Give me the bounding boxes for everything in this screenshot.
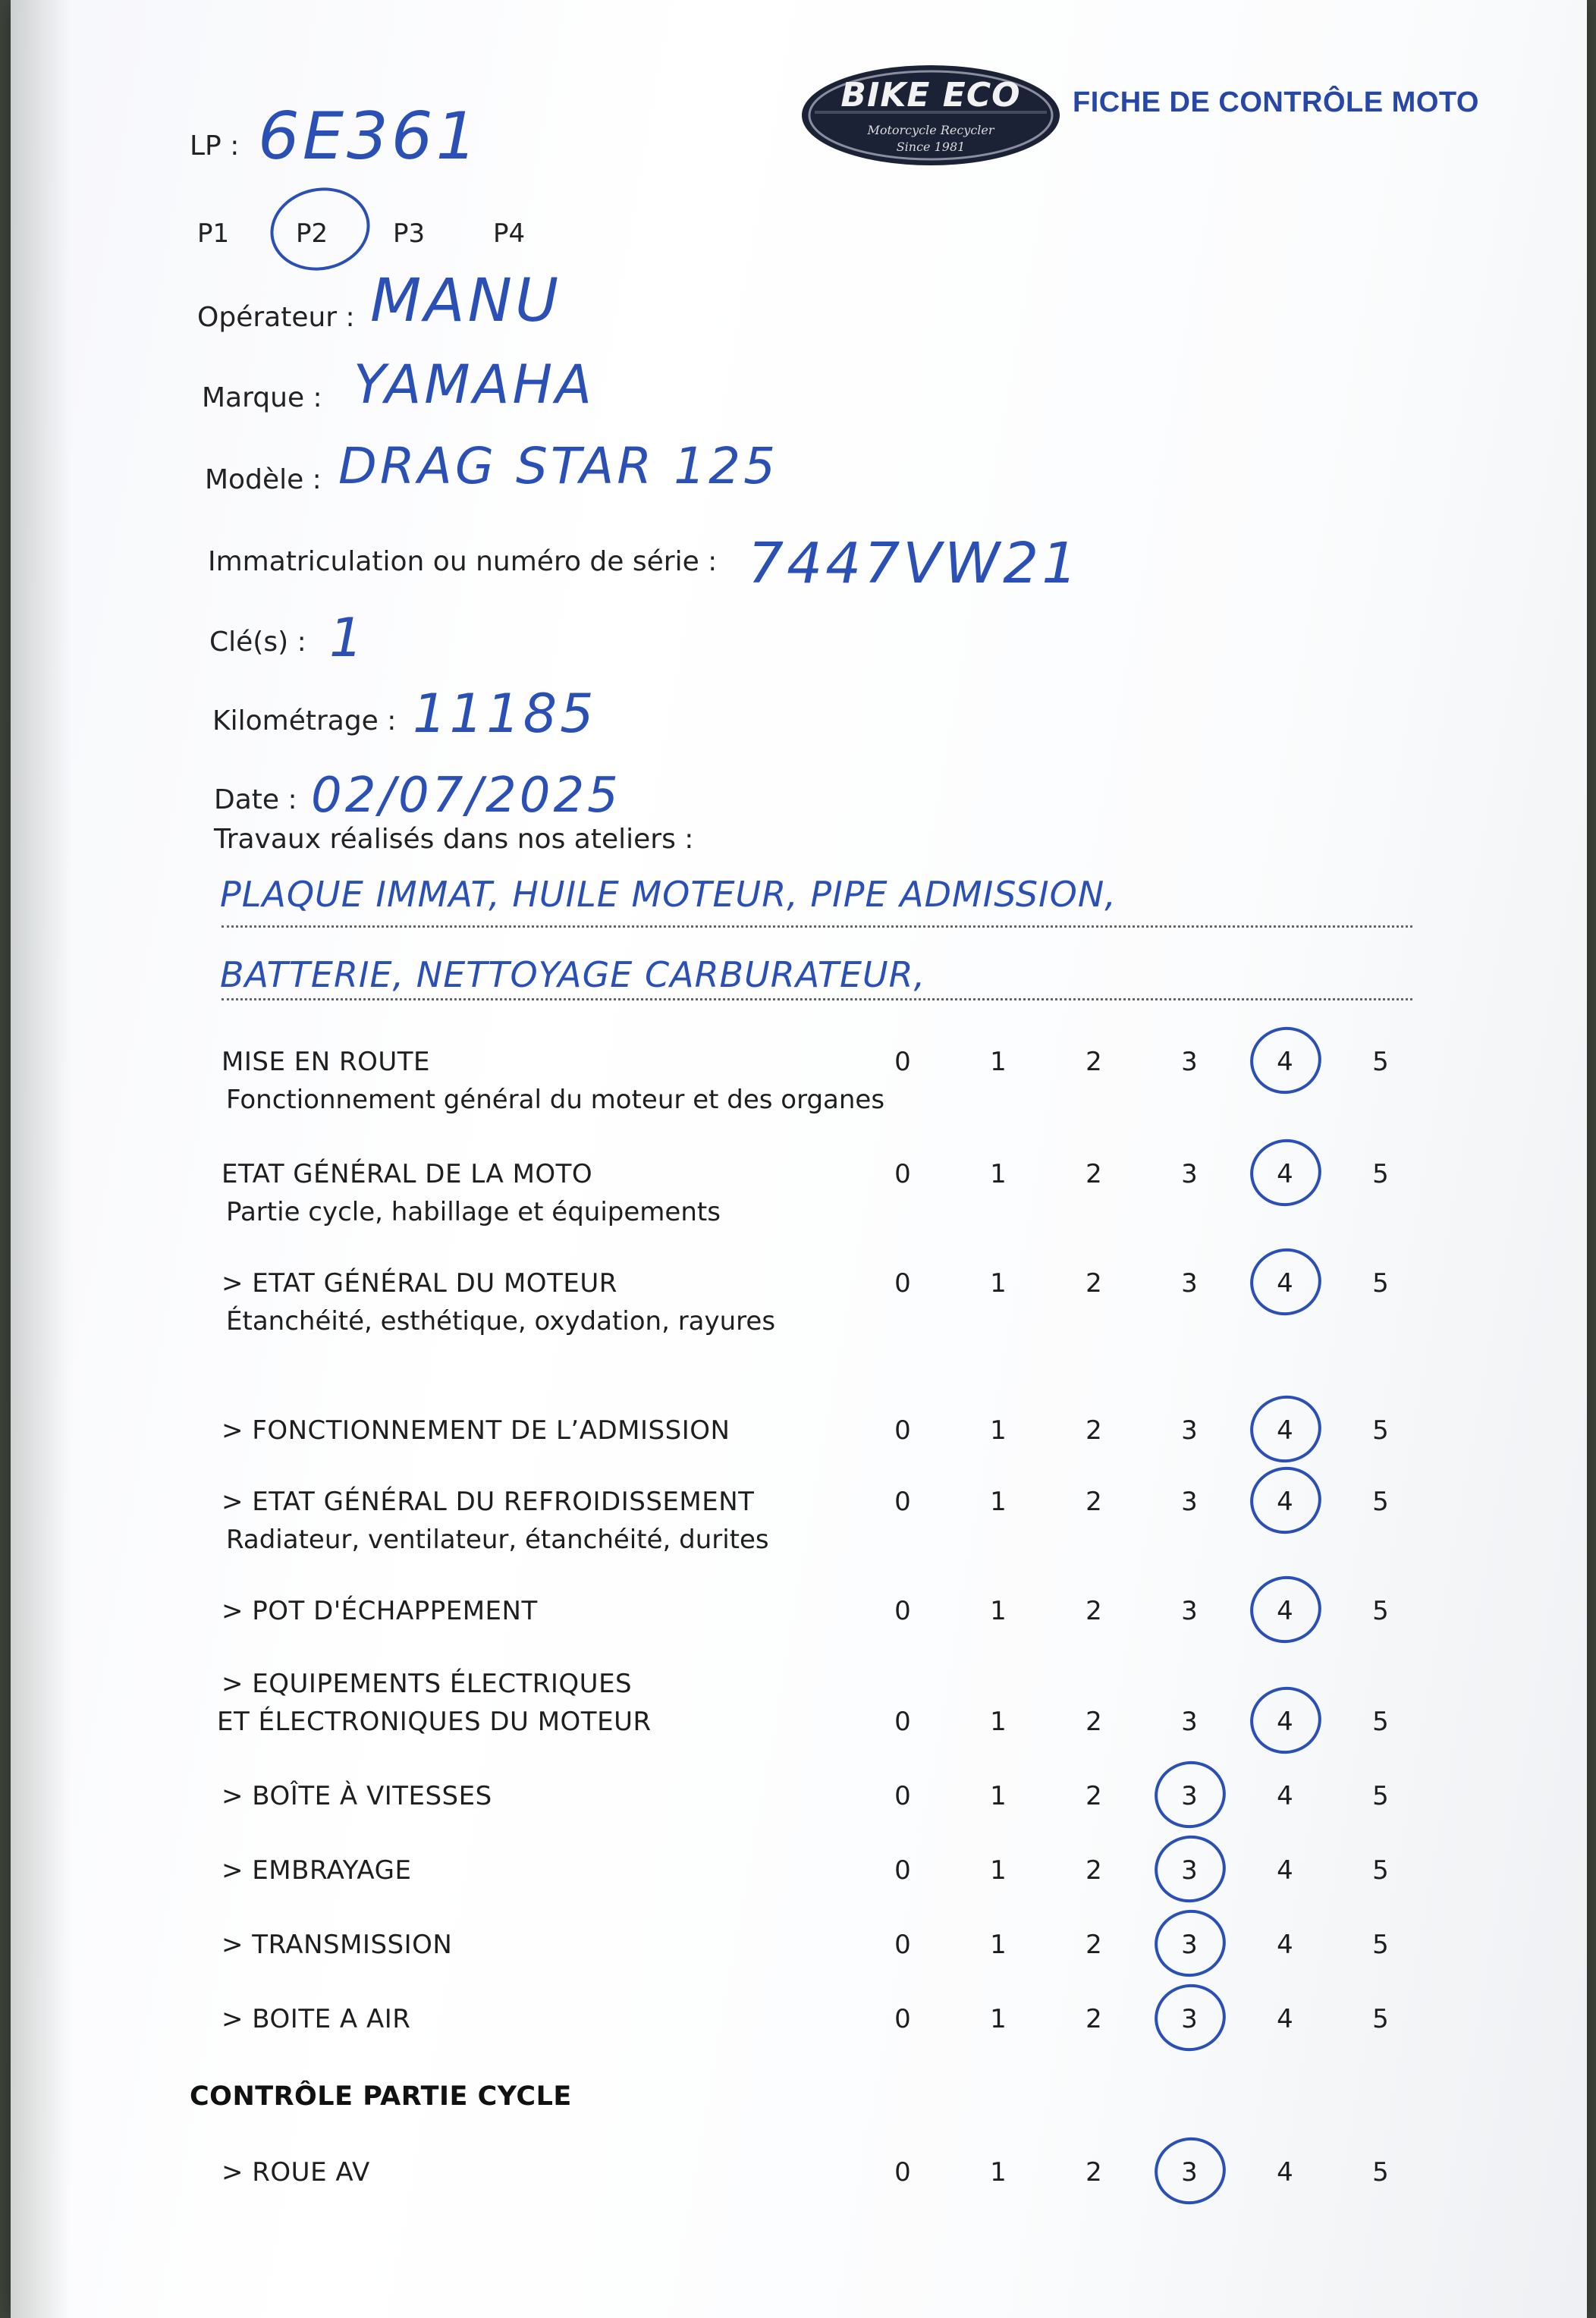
score-selected-circle <box>1244 1460 1327 1541</box>
logo-since: Since 1981 <box>896 140 966 154</box>
marque-value[interactable]: YAMAHA <box>353 353 595 416</box>
rating-row-title: > EMBRAYAGE <box>221 1855 412 1886</box>
travaux-dotted-line-1 <box>221 925 1412 928</box>
position-option-p2[interactable]: P2 <box>296 218 328 249</box>
score-option-3[interactable]: 3 <box>1181 1781 1198 1811</box>
score-option-3[interactable]: 3 <box>1181 1415 1198 1446</box>
modele-value[interactable]: DRAG STAR 125 <box>338 437 779 495</box>
score-selected-circle <box>1148 1903 1232 1983</box>
cles-label: Clé(s) : <box>209 627 306 658</box>
date-label: Date : <box>214 784 297 815</box>
score-option-2[interactable]: 2 <box>1085 2157 1102 2188</box>
score-option-0[interactable]: 0 <box>894 1930 911 1960</box>
score-option-0[interactable]: 0 <box>894 1268 911 1299</box>
lp-label: LP : <box>190 130 240 162</box>
score-option-3[interactable]: 3 <box>1181 2157 1198 2188</box>
score-option-4[interactable]: 4 <box>1277 1415 1293 1446</box>
cycle-row-title: > ROUE AV <box>221 2157 370 2188</box>
rating-row-title: > BOITE A AIR <box>221 2004 411 2034</box>
score-selected-circle <box>1244 1389 1327 1469</box>
score-option-2[interactable]: 2 <box>1085 1159 1102 1189</box>
score-selected-circle <box>1148 2131 1232 2211</box>
rating-row-title: > ETAT GÉNÉRAL DU REFROIDISSEMENT <box>221 1487 755 1517</box>
score-option-4[interactable]: 4 <box>1277 1930 1293 1960</box>
score-option-5[interactable]: 5 <box>1372 1047 1389 1077</box>
score-option-2[interactable]: 2 <box>1085 1855 1102 1886</box>
score-option-5[interactable]: 5 <box>1372 1855 1389 1886</box>
rating-row-subtitle: Radiateur, ventilateur, étanchéité, durites <box>226 1525 769 1555</box>
score-option-1[interactable]: 1 <box>990 1781 1007 1811</box>
modele-label: Modèle : <box>205 464 322 495</box>
score-option-3[interactable]: 3 <box>1181 1047 1198 1077</box>
score-option-5[interactable]: 5 <box>1372 1781 1389 1811</box>
score-selected-circle <box>1244 1132 1327 1213</box>
travaux-line-1[interactable]: PLAQUE IMMAT, HUILE MOTEUR, PIPE ADMISSION, <box>220 874 1117 915</box>
score-option-3[interactable]: 3 <box>1181 1268 1198 1299</box>
score-option-1[interactable]: 1 <box>990 2004 1007 2034</box>
score-option-0[interactable]: 0 <box>894 1707 911 1737</box>
bike-eco-logo <box>800 62 1062 168</box>
score-option-1[interactable]: 1 <box>990 1159 1007 1189</box>
score-option-3[interactable]: 3 <box>1181 1596 1198 1626</box>
score-option-1[interactable]: 1 <box>990 1855 1007 1886</box>
logo-tagline: Motorcycle Recycler <box>867 123 994 137</box>
score-option-3[interactable]: 3 <box>1181 2004 1198 2034</box>
travaux-label: Travaux réalisés dans nos ateliers : <box>214 824 694 855</box>
score-option-4[interactable]: 4 <box>1277 1487 1293 1517</box>
rating-row-title: > TRANSMISSION <box>221 1930 453 1960</box>
form-title: FICHE DE CONTRÔLE MOTO <box>1073 86 1479 118</box>
score-option-4[interactable]: 4 <box>1277 1596 1293 1626</box>
score-selected-circle <box>1244 1680 1327 1760</box>
score-selected-circle <box>1244 1020 1327 1101</box>
position-option-p1[interactable]: P1 <box>197 218 230 249</box>
score-option-4[interactable]: 4 <box>1277 2004 1293 2034</box>
rating-row-subtitle: Fonctionnement général du moteur et des organes <box>226 1085 885 1115</box>
score-option-1[interactable]: 1 <box>990 2157 1007 2188</box>
rating-row-title: > BOÎTE À VITESSES <box>221 1781 492 1811</box>
score-selected-circle <box>1148 1829 1232 1909</box>
score-option-0[interactable]: 0 <box>894 2157 911 2188</box>
score-option-2[interactable]: 2 <box>1085 2004 1102 2034</box>
operateur-label: Opérateur : <box>197 302 355 333</box>
score-option-3[interactable]: 3 <box>1181 1930 1198 1960</box>
lp-value[interactable]: 6E361 <box>258 99 481 174</box>
score-option-1[interactable]: 1 <box>990 1930 1007 1960</box>
score-option-0[interactable]: 0 <box>894 1781 911 1811</box>
rating-row-subtitle: Partie cycle, habillage et équipements <box>226 1197 721 1227</box>
rating-row-title: ETAT GÉNÉRAL DE LA MOTO <box>221 1159 593 1189</box>
score-option-1[interactable]: 1 <box>990 1487 1007 1517</box>
logo-title: BIKE ECO <box>840 76 1021 115</box>
rating-row-title: > POT D'ÉCHAPPEMENT <box>221 1596 538 1626</box>
score-option-4[interactable]: 4 <box>1277 1047 1293 1077</box>
control-sheet <box>11 0 1587 2318</box>
section-title-partie-cycle: CONTRÔLE PARTIE CYCLE <box>190 2081 572 2112</box>
position-selected-circle <box>262 178 378 279</box>
rating-row-subtitle: ET ÉLECTRONIQUES DU MOTEUR <box>217 1707 652 1737</box>
score-option-0[interactable]: 0 <box>894 2004 911 2034</box>
kilometrage-value[interactable]: 11185 <box>413 683 597 745</box>
immatriculation-label: Immatriculation ou numéro de série : <box>208 546 718 577</box>
score-option-4[interactable]: 4 <box>1277 1781 1293 1811</box>
score-option-2[interactable]: 2 <box>1085 1047 1102 1077</box>
score-option-4[interactable]: 4 <box>1277 1159 1293 1189</box>
date-value[interactable]: 02/07/2025 <box>311 768 621 824</box>
marque-label: Marque : <box>202 382 322 413</box>
operateur-value[interactable]: MANU <box>370 267 562 335</box>
rating-row-title: > EQUIPEMENTS ÉLECTRIQUES <box>221 1669 633 1699</box>
score-option-4[interactable]: 4 <box>1277 2157 1293 2188</box>
score-selected-circle <box>1148 1754 1232 1835</box>
score-option-4[interactable]: 4 <box>1277 1855 1293 1886</box>
score-option-0[interactable]: 0 <box>894 1487 911 1517</box>
score-option-1[interactable]: 1 <box>990 1047 1007 1077</box>
score-option-2[interactable]: 2 <box>1085 1268 1102 1299</box>
score-selected-circle <box>1244 1569 1327 1650</box>
score-option-1[interactable]: 1 <box>990 1415 1007 1446</box>
score-option-4[interactable]: 4 <box>1277 1707 1293 1737</box>
score-option-3[interactable]: 3 <box>1181 1159 1198 1189</box>
score-option-5[interactable]: 5 <box>1372 1268 1389 1299</box>
score-option-2[interactable]: 2 <box>1085 1781 1102 1811</box>
score-option-1[interactable]: 1 <box>990 1596 1007 1626</box>
position-option-p4[interactable]: P4 <box>493 218 526 249</box>
score-option-0[interactable]: 0 <box>894 1596 911 1626</box>
rating-row-title: > FONCTIONNEMENT DE L’ADMISSION <box>221 1415 730 1446</box>
score-option-5[interactable]: 5 <box>1372 1159 1389 1189</box>
score-option-5[interactable]: 5 <box>1372 1415 1389 1446</box>
score-option-3[interactable]: 3 <box>1181 1855 1198 1886</box>
rating-row-subtitle: Étanchéité, esthétique, oxydation, rayures <box>226 1306 776 1336</box>
immatriculation-value[interactable]: 7447VW21 <box>748 531 1081 596</box>
score-option-1[interactable]: 1 <box>990 1707 1007 1737</box>
score-option-3[interactable]: 3 <box>1181 1487 1198 1517</box>
score-option-5[interactable]: 5 <box>1372 2157 1389 2188</box>
score-option-0[interactable]: 0 <box>894 1855 911 1886</box>
score-option-0[interactable]: 0 <box>894 1415 911 1446</box>
rating-row-title: > ETAT GÉNÉRAL DU MOTEUR <box>221 1268 617 1299</box>
score-option-2[interactable]: 2 <box>1085 1707 1102 1737</box>
position-option-p3[interactable]: P3 <box>393 218 426 249</box>
score-option-0[interactable]: 0 <box>894 1159 911 1189</box>
score-option-4[interactable]: 4 <box>1277 1268 1293 1299</box>
score-option-5[interactable]: 5 <box>1372 1596 1389 1626</box>
travaux-line-2[interactable]: BATTERIE, NETTOYAGE CARBURATEUR, <box>220 954 926 995</box>
score-option-5[interactable]: 5 <box>1372 1930 1389 1960</box>
score-selected-circle <box>1244 1242 1327 1322</box>
rating-row-title: MISE EN ROUTE <box>221 1047 430 1077</box>
score-option-2[interactable]: 2 <box>1085 1487 1102 1517</box>
score-option-3[interactable]: 3 <box>1181 1707 1198 1737</box>
travaux-dotted-line-2 <box>221 998 1412 1000</box>
score-option-1[interactable]: 1 <box>990 1268 1007 1299</box>
score-option-0[interactable]: 0 <box>894 1047 911 1077</box>
score-option-2[interactable]: 2 <box>1085 1415 1102 1446</box>
score-option-2[interactable]: 2 <box>1085 1596 1102 1626</box>
kilometrage-label: Kilométrage : <box>212 705 397 737</box>
score-option-5[interactable]: 5 <box>1372 1707 1389 1737</box>
cles-value[interactable]: 1 <box>329 607 366 669</box>
score-option-2[interactable]: 2 <box>1085 1930 1102 1960</box>
score-selected-circle <box>1148 1977 1232 2058</box>
score-option-5[interactable]: 5 <box>1372 1487 1389 1517</box>
score-option-5[interactable]: 5 <box>1372 2004 1389 2034</box>
